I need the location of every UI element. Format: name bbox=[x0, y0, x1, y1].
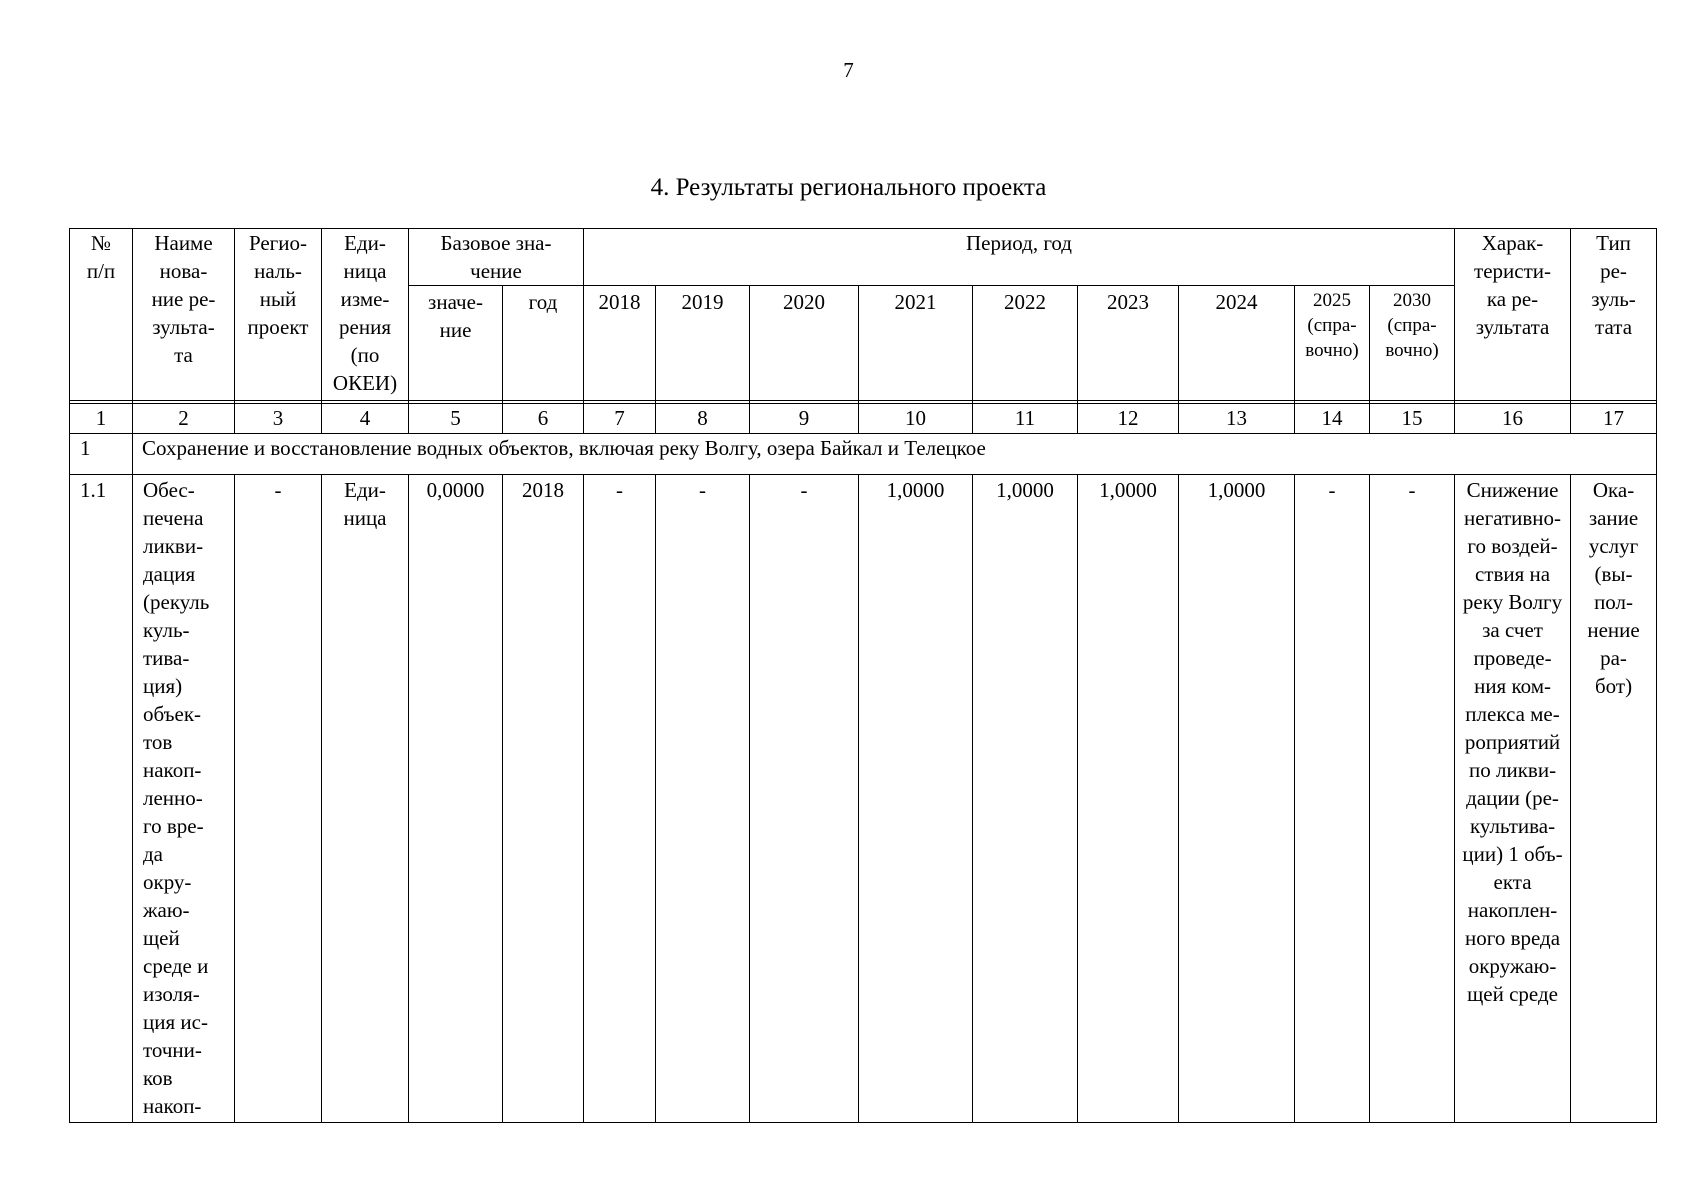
value-2024: 1,0000 bbox=[1179, 475, 1295, 1123]
header-year: 2018 bbox=[584, 286, 656, 401]
column-number: 11 bbox=[973, 404, 1078, 434]
unit: Еди- ница bbox=[322, 475, 409, 1123]
header-row-1 bbox=[70, 229, 1657, 286]
value-2030: - bbox=[1370, 475, 1455, 1123]
header-type: Тип ре- зуль- тата bbox=[1571, 229, 1657, 401]
header-unit: Еди- ница изме- рения (по ОКЕИ) bbox=[322, 229, 409, 401]
table-row bbox=[70, 475, 1657, 1123]
result-characteristic: Снижение негативно- го воздей- ствия на реку Волгу за счет проведе- ния ком- плекса ме- роприятий по ликви- дации (ре- культива- ции) 1 объ- екта накоплен- ного вреда окружаю- щей среде bbox=[1455, 475, 1571, 1123]
header-year: 2021 bbox=[859, 286, 973, 401]
row-number: 1.1 bbox=[70, 475, 133, 1123]
header-characteristic: Харак- теристи- ка ре- зультата bbox=[1455, 229, 1571, 401]
column-number: 14 bbox=[1295, 404, 1370, 434]
regional-project: - bbox=[235, 475, 322, 1123]
column-number: 5 bbox=[409, 404, 503, 434]
column-number: 8 bbox=[656, 404, 750, 434]
column-number-row bbox=[70, 404, 1657, 434]
header-year: 2022 bbox=[973, 286, 1078, 401]
column-number: 7 bbox=[584, 404, 656, 434]
page-number: 7 bbox=[843, 58, 854, 82]
column-number: 16 bbox=[1455, 404, 1571, 434]
value-2025: - bbox=[1295, 475, 1370, 1123]
column-number: 13 bbox=[1179, 404, 1295, 434]
column-number: 6 bbox=[503, 404, 584, 434]
column-number: 10 bbox=[859, 404, 973, 434]
value-2018: - bbox=[584, 475, 656, 1123]
header-year: 2023 bbox=[1078, 286, 1179, 401]
value-2019: - bbox=[656, 475, 750, 1123]
value-2022: 1,0000 bbox=[973, 475, 1078, 1123]
base-year: 2018 bbox=[503, 475, 584, 1123]
column-number: 9 bbox=[750, 404, 859, 434]
header-year-2030: 2030 (спра- вочно) bbox=[1370, 286, 1455, 401]
header-year-2025: 2025 (спра- вочно) bbox=[1295, 286, 1370, 401]
group-title: Сохранение и восстановление водных объектов, включая реку Волгу, озера Байкал и Телецкое bbox=[133, 434, 1657, 475]
base-value: 0,0000 bbox=[409, 475, 503, 1123]
group-number: 1 bbox=[70, 434, 133, 475]
header-name: Наиме нова- ние ре- зульта- та bbox=[133, 229, 235, 401]
group-row bbox=[70, 434, 1657, 475]
result-name: Обес- печена ликви- дация (рекуль куль- тива- ция) объек- тов накоп- ленно- го вре- да окру- жаю- щей среде и изоля- ция ис- точни- ков накоп- bbox=[133, 475, 235, 1123]
header-num: № п/п bbox=[70, 229, 133, 401]
value-2020: - bbox=[750, 475, 859, 1123]
value-2023: 1,0000 bbox=[1078, 475, 1179, 1123]
header-year: 2020 bbox=[750, 286, 859, 401]
header-year: 2024 bbox=[1179, 286, 1295, 401]
header-project: Регио- наль- ный проект bbox=[235, 229, 322, 401]
results-table bbox=[69, 228, 1657, 1123]
header-base-year: год bbox=[503, 286, 584, 401]
column-number: 3 bbox=[235, 404, 322, 434]
column-number: 2 bbox=[133, 404, 235, 434]
header-base: Базовое зна- чение bbox=[409, 229, 584, 286]
column-number: 15 bbox=[1370, 404, 1455, 434]
header-period: Период, год bbox=[584, 229, 1455, 286]
column-number: 1 bbox=[70, 404, 133, 434]
result-type: Ока- зание услуг (вы- пол- нение ра- бот) bbox=[1571, 475, 1657, 1123]
column-number: 12 bbox=[1078, 404, 1179, 434]
value-2021: 1,0000 bbox=[859, 475, 973, 1123]
header-base-value: значе- ние bbox=[409, 286, 503, 401]
column-number: 17 bbox=[1571, 404, 1657, 434]
header-year: 2019 bbox=[656, 286, 750, 401]
section-title: 4. Результаты регионального проекта bbox=[650, 174, 1047, 201]
column-number: 4 bbox=[322, 404, 409, 434]
